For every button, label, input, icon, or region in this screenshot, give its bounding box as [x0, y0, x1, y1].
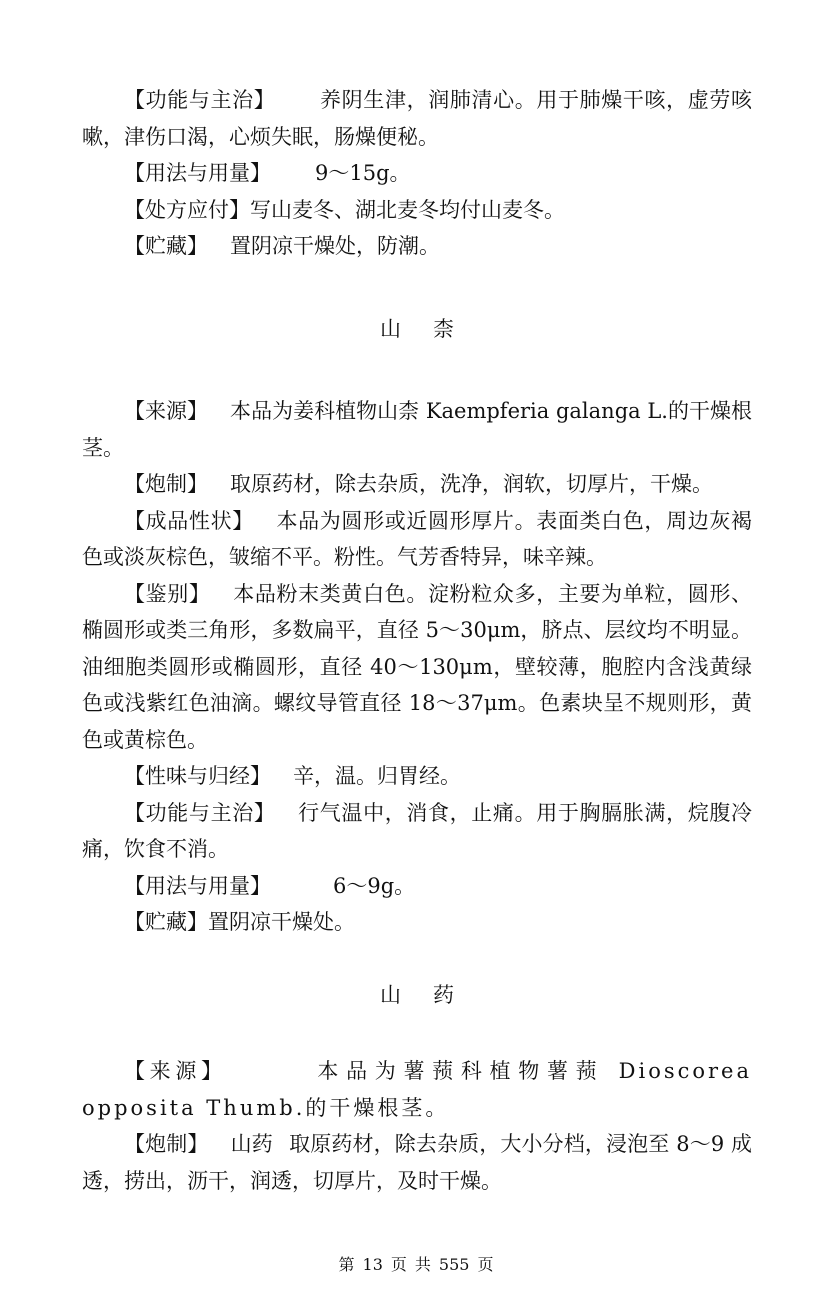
- nature-label: 【性味与归经】: [124, 764, 271, 788]
- page-footer: [0, 1253, 832, 1277]
- prescription-paragraph: [82, 192, 752, 229]
- function-label: 【功能与主治】: [124, 88, 276, 112]
- prescription-text: 写山麦冬、湖北麦冬均付山麦冬。: [250, 197, 565, 222]
- source-text: 本品为姜科植物山柰 Kaempferia galanga L.的干燥根茎。: [82, 399, 752, 460]
- nature-text: 辛，温。归胃经。: [293, 764, 461, 788]
- traits-text: 本品为圆形或近圆形厚片。表面类白色，周边灰褐色或淡灰棕色，皱缩不平。粉性。气芳香特异，味辛辣。: [82, 508, 753, 569]
- footer-mid1: 页: [390, 1255, 407, 1274]
- source-label: 【来源】: [124, 1059, 227, 1083]
- footer-mid2: 共: [414, 1255, 431, 1274]
- usage-label: 【用法与用量】: [124, 161, 271, 185]
- function-paragraph: [82, 795, 752, 868]
- processing-label: 【炮制】: [124, 472, 208, 496]
- storage-text: 置阴凉干燥处，防潮。: [230, 234, 440, 258]
- traits-label: 【成品性状】: [124, 508, 254, 533]
- processing-label: 【炮制】: [124, 1132, 209, 1156]
- storage-paragraph: [82, 228, 752, 265]
- section-title-shannai: [82, 311, 752, 348]
- source-paragraph: [82, 393, 752, 466]
- page-content: [82, 82, 752, 1199]
- storage-text: 置阴凉干燥处。: [208, 910, 355, 934]
- processing-paragraph: [82, 1126, 752, 1199]
- title-char: 山: [380, 316, 401, 341]
- storage-paragraph: [82, 904, 752, 941]
- total-pages: 555: [438, 1255, 470, 1274]
- prescription-label: 【处方应付】: [124, 197, 250, 222]
- function-paragraph: [82, 82, 752, 155]
- identification-text: 本品粉末类黄白色。淀粉粒众多，主要为单粒，圆形、椭圆形或类三角形，多数扁平，直径 5～30μm，脐点、层纹均不明显。油细胞类圆形或椭圆形，直径 40～130μm，壁较薄，胞腔内含浅黄绿色或浅紫红色油滴。螺纹导管直径 18～37μm。色素块呈不规则形，黄色或黄棕色。: [82, 581, 753, 752]
- title-char: 柰: [433, 316, 454, 341]
- usage-text: 9～15g。: [315, 161, 411, 185]
- function-label: 【功能与主治】: [124, 800, 276, 825]
- processing-text: 取原药材，除去杂质，洗净，润软，切厚片，干燥。: [230, 472, 713, 496]
- function-text: 行气温中，消食，止痛。用于胸膈胀满，烷腹冷痛，饮食不消。: [82, 800, 752, 861]
- title-char: 药: [433, 982, 454, 1007]
- identification-paragraph: [82, 576, 752, 759]
- title-char: 山: [380, 982, 401, 1007]
- page-number: 13: [362, 1255, 383, 1274]
- footer-prefix: 第: [338, 1255, 355, 1274]
- usage-label: 【用法与用量】: [124, 873, 271, 898]
- source-text: 本品为薯蓣科植物薯蓣 Dioscorea opposita Thumb.的干燥根茎。: [82, 1059, 753, 1120]
- source-label: 【来源】: [124, 399, 209, 423]
- processing-paragraph: [82, 466, 752, 503]
- section-title-shanyao: [82, 977, 752, 1014]
- footer-suffix: 页: [477, 1255, 494, 1274]
- usage-paragraph: [82, 155, 752, 192]
- usage-paragraph: [82, 868, 752, 905]
- traits-paragraph: [82, 503, 752, 576]
- storage-label: 【贮藏】: [124, 910, 208, 934]
- usage-text: 6～9g。: [333, 873, 416, 898]
- storage-label: 【贮藏】: [124, 234, 208, 258]
- identification-label: 【鉴别】: [124, 581, 211, 606]
- source-paragraph: [82, 1053, 752, 1126]
- nature-paragraph: [82, 758, 752, 795]
- processing-text: 取原药材，除去杂质，大小分档，浸泡至 8～9 成透，捞出，沥干，润透，切厚片，及时干燥。: [82, 1132, 753, 1193]
- processing-item: 山药: [230, 1132, 273, 1156]
- function-text: 养阴生津，润肺清心。用于肺燥干咳，虚劳咳嗽，津伤口渴，心烦失眠，肠燥便秘。: [82, 88, 753, 149]
